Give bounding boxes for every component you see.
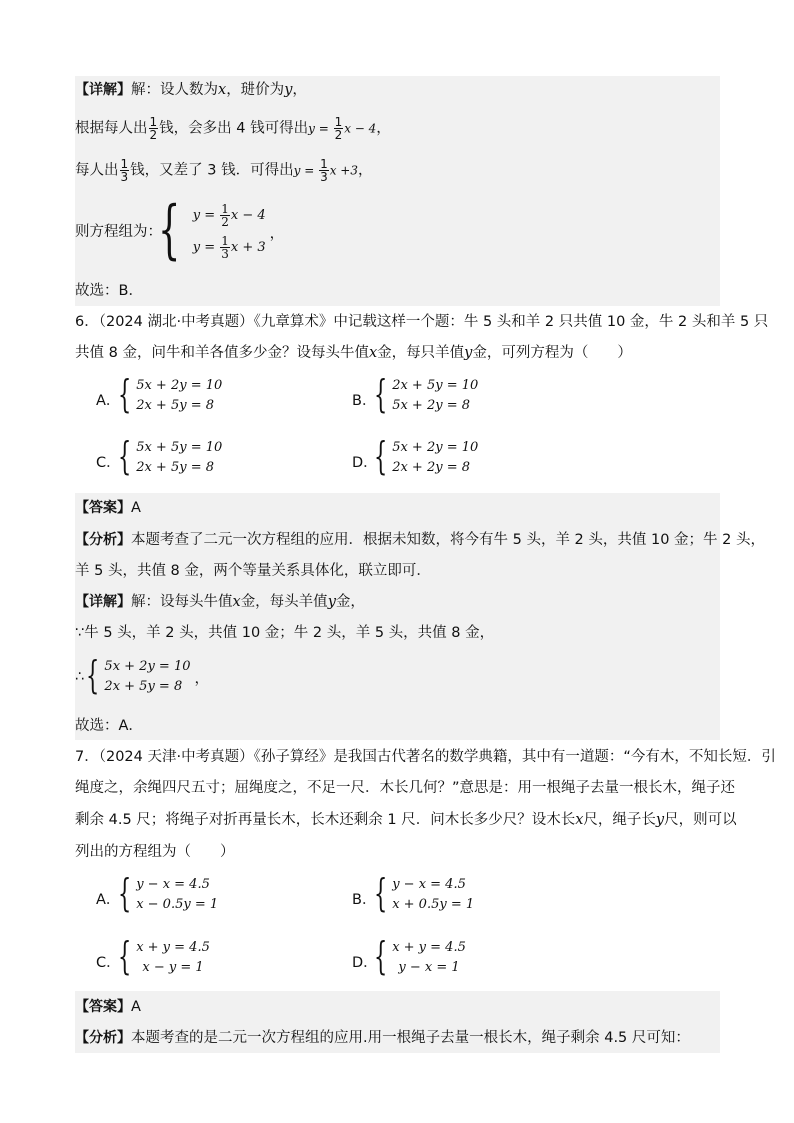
q7-stem-line1	[75, 747, 776, 767]
answer-tag: 【答案】	[75, 999, 131, 1015]
text: ，	[194, 670, 209, 687]
brace: {	[118, 934, 132, 978]
equation-2: 2x + 2y = 8	[392, 460, 470, 475]
text: 故选：B．	[75, 283, 143, 299]
equation-1: 5x + 2y = 10	[392, 440, 479, 455]
brace: {	[118, 372, 132, 416]
answer-value: A	[131, 999, 141, 1015]
eq-part: x − 4	[344, 121, 377, 136]
equation-2	[193, 232, 266, 264]
analysis-tag: 【分析】	[75, 532, 131, 548]
equation-1: x + y = 4.5	[392, 940, 466, 955]
equation-2: 2x + 5y = 8	[104, 679, 183, 694]
var-x: x	[368, 345, 378, 361]
q5-solution-block	[75, 76, 720, 306]
q6-option-b-label[interactable]: B．	[352, 393, 377, 409]
q7-stem-line2	[75, 778, 736, 798]
text: 列出的方程组为（ ）	[75, 844, 235, 860]
eq-part: y =	[192, 240, 220, 255]
q7-option-a-system[interactable]	[118, 871, 219, 915]
q7-stem-line4	[75, 842, 720, 862]
q5-choose	[75, 281, 720, 301]
q6-detail-system	[75, 653, 209, 697]
equation-2: 5x + 2y = 8	[392, 398, 470, 413]
text: 7．（2024 天津·中考真题）《孙子算经》是我国古代著名的数学典籍，其中有一道题：“今有木，不知长短．引	[75, 749, 776, 765]
eq-part: x +3	[329, 163, 358, 178]
q7-answer	[75, 997, 720, 1017]
denominator: 2	[221, 215, 229, 229]
numerator: 1	[334, 115, 343, 129]
fraction-third	[220, 235, 230, 260]
brace: {	[374, 871, 388, 915]
text: ，	[292, 82, 307, 98]
equations	[136, 938, 210, 978]
text: ，琎价为	[226, 82, 285, 98]
eq-part: y =	[308, 121, 333, 136]
q7-option-c-system[interactable]	[118, 934, 210, 978]
answer-value: A	[131, 500, 141, 516]
text: ，	[357, 162, 373, 179]
q6-answer	[75, 498, 720, 518]
q6-analysis-line2	[75, 561, 720, 581]
q6-option-a-system[interactable]	[118, 372, 223, 416]
var-y: y	[284, 82, 293, 98]
text: 钱，又差了 3 钱．可得出	[130, 162, 294, 179]
var-x: x	[575, 812, 584, 828]
equation-2: 2x + 5y = 8	[136, 460, 214, 475]
q7-option-d-system[interactable]	[374, 934, 466, 978]
text: 钱，会多出 4 钱可得出	[159, 120, 309, 137]
q6-option-c-label[interactable]: C．	[96, 455, 121, 471]
q7-option-b-system[interactable]	[374, 871, 475, 915]
brace: {	[118, 871, 132, 915]
q6-detail-line1	[75, 592, 720, 612]
equation-1: 2x + 5y = 10	[392, 378, 479, 393]
brace: {	[374, 372, 388, 416]
q6-option-b-system[interactable]	[374, 372, 479, 416]
equation-1: 5x + 2y = 10	[136, 378, 223, 393]
answer-tag: 【答案】	[75, 500, 131, 516]
eq-part: x + 3	[230, 240, 266, 255]
q6-choose	[75, 716, 720, 736]
text: 本题考查了二元一次方程组的应用．根据未知数，将今有牛 5 头，羊 2 头，共值 10 金；牛 2 头，	[131, 532, 765, 548]
q7-option-b-label[interactable]: B．	[352, 892, 377, 908]
brace: {	[374, 434, 388, 478]
equation-2: x − y = 1	[142, 960, 204, 975]
fraction-half	[149, 116, 159, 141]
eq-part: y =	[192, 208, 220, 223]
var-y: y	[464, 345, 473, 361]
text: ，	[269, 225, 285, 242]
q6-stem-line2	[75, 343, 720, 363]
text: 解：设每头牛值	[131, 594, 233, 610]
fraction-half	[220, 203, 230, 228]
text: 共值 8 金，问牛和羊各值多少金？设每头牛值	[75, 345, 369, 361]
q7-option-a-label[interactable]: A．	[96, 892, 121, 908]
brace: {	[86, 653, 100, 697]
var-x: x	[232, 594, 241, 610]
q7-analysis-line1	[75, 1028, 720, 1048]
denominator: 2	[149, 128, 158, 142]
equation-1: x + y = 4.5	[136, 940, 210, 955]
equations	[392, 438, 478, 478]
q6-detail-line2	[75, 623, 720, 643]
q7-stem-line3	[75, 810, 737, 830]
q5-detail-line1	[75, 80, 720, 100]
equation-2: y − x = 1	[398, 960, 460, 975]
text: ，	[376, 120, 391, 137]
brace: {	[374, 934, 388, 978]
fraction-third	[120, 158, 130, 183]
text: 6．（2024 湖北·中考真题）《九章算术》中记载这样一个题：牛 5 头和羊 2 只共值 10 金，牛 2 头和羊 5 只	[75, 314, 769, 330]
brace: {	[118, 434, 132, 478]
text: 金，每头羊值	[240, 594, 328, 610]
q6-option-d-system[interactable]	[374, 434, 479, 478]
equations	[136, 875, 218, 915]
text: 剩余 4.5 尺；将绳子对折再量长木，长木还剩余 1 尺．问木长多少尺？设木长	[75, 812, 576, 828]
equation-1: 5x + 2y = 10	[104, 659, 191, 674]
numerator: 1	[221, 234, 229, 248]
q7-option-c-label[interactable]: C．	[96, 955, 121, 971]
analysis-tag: 【分析】	[75, 1030, 131, 1046]
equations	[392, 938, 466, 978]
text: 羊 5 头，共值 8 金，两个等量关系具体化，联立即可．	[75, 563, 431, 579]
fraction-third	[319, 158, 329, 183]
q6-stem-line1	[75, 312, 769, 332]
numerator: 1	[149, 115, 158, 129]
equations	[136, 438, 222, 478]
text: 金，	[335, 594, 365, 610]
eq-part: y =	[293, 163, 319, 178]
equations	[104, 657, 190, 697]
text: 则方程组为：	[75, 224, 162, 240]
numerator: 1	[320, 157, 328, 171]
equation-1: y − x = 4.5	[136, 877, 210, 892]
equation-2: x + 0.5y = 1	[392, 897, 475, 912]
numerator: 1	[120, 157, 129, 171]
equations	[392, 376, 478, 416]
text: 尺，绳子长	[583, 812, 656, 828]
text: ∵牛 5 头，羊 2 头，共值 10 金；牛 2 头，羊 5 头，共值 8 金，	[75, 625, 495, 641]
var-y: y	[655, 812, 665, 828]
denominator: 2	[334, 128, 343, 142]
q5-equation-system	[158, 193, 285, 267]
text: 绳度之，余绳四尺五寸；屈绳度之，不足一尺．木长几何？”意思是：用一根绳子去量一根长木，绳子还	[75, 780, 736, 796]
text: 金，可列方程为（ ）	[472, 345, 632, 361]
denominator: 3	[320, 170, 328, 184]
text: 每人出	[75, 162, 119, 179]
fraction-half	[334, 116, 344, 141]
text: 故选：A．	[75, 718, 143, 734]
var-y: y	[327, 594, 336, 610]
equation-1: y − x = 4.5	[392, 877, 466, 892]
text: 金，每只羊值	[377, 345, 465, 361]
equations	[392, 875, 474, 915]
text: 根据每人出	[75, 120, 148, 137]
text: 尺，则可以	[664, 812, 737, 828]
q7-option-d-label[interactable]: D．	[352, 955, 378, 971]
denominator: 3	[221, 247, 229, 261]
equation-2: 2x + 5y = 8	[136, 398, 214, 413]
q6-analysis-line1	[75, 530, 765, 550]
text: 解：设人数为	[131, 82, 218, 98]
equations	[193, 200, 266, 264]
numerator: 1	[221, 202, 229, 216]
q6-option-c-system[interactable]	[118, 434, 223, 478]
q6-option-d-label[interactable]: D．	[352, 455, 378, 471]
q5-detail-line2	[75, 116, 720, 141]
var-x: x	[218, 82, 227, 98]
equation-2: x − 0.5y = 1	[136, 897, 219, 912]
detail-tag: 【详解】	[75, 594, 131, 610]
q5-detail-line3	[75, 158, 720, 183]
equation-1	[193, 200, 266, 232]
therefore-symbol: ∴	[75, 669, 85, 685]
denominator: 3	[120, 170, 129, 184]
eq-part: x − 4	[230, 208, 266, 223]
brace: {	[158, 193, 181, 267]
text: 本题考查的是二元一次方程组的应用.用一根绳子去量一根长木，绳子剩余 4.5 尺可知：	[131, 1030, 690, 1046]
equation-1: 5x + 5y = 10	[136, 440, 223, 455]
detail-tag: 【详解】	[75, 82, 131, 98]
q6-option-a-label[interactable]: A．	[96, 393, 121, 409]
equations	[136, 376, 222, 416]
